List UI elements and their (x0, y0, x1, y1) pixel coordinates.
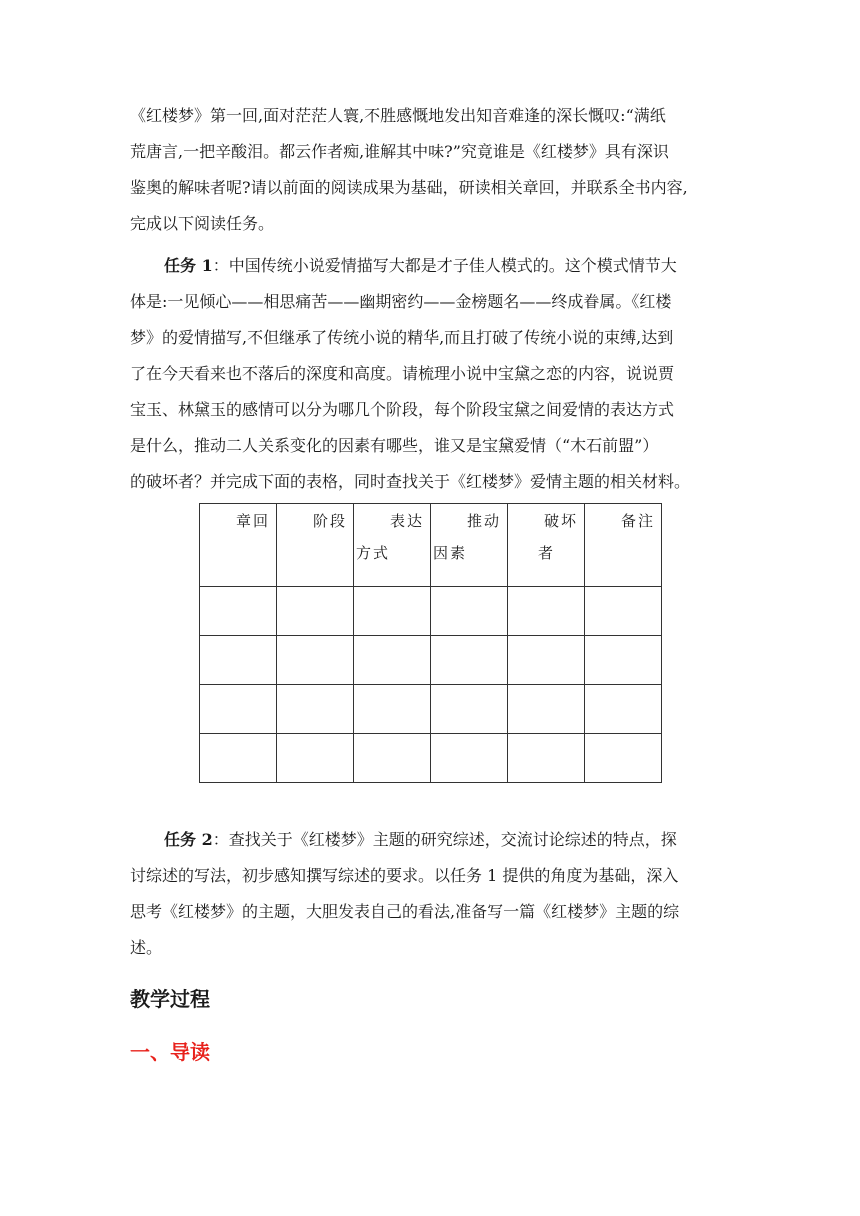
table-header-cell (354, 504, 431, 587)
task1-line: 了在今天看来也不落后的深度和高度。请梳理小说中宝黛之恋的内容，说说贾 (130, 364, 675, 383)
table-row (200, 734, 662, 783)
table-cell (200, 587, 277, 636)
header-label-line2: 因素 (433, 544, 468, 562)
intro-line: 荒唐言,一把辛酸泪。都云作者痴,谁解其中味?”究竟谁是《红楼梦》具有深识 (130, 142, 669, 161)
table-cell (200, 734, 277, 783)
task1-label: 任务 1 (164, 256, 213, 275)
header-label: 推动 (466, 512, 501, 530)
table-cell (508, 734, 585, 783)
task2-line: 思考《红楼梦》的主题，大胆发表自己的看法,准备写一篇《红楼梦》主题的综 (130, 902, 680, 921)
table-header-cell (508, 504, 585, 587)
table-cell (431, 636, 508, 685)
task2-first-line-text: ：查找关于《红楼梦》主题的研究综述，交流讨论综述的特点，探 (212, 830, 677, 849)
header-label-line2: 方式 (356, 544, 391, 562)
table-cell (585, 685, 662, 734)
table-cell (431, 685, 508, 734)
table-header-cell (585, 504, 662, 587)
table-cell (508, 685, 585, 734)
table-row (200, 685, 662, 734)
table-cell (508, 587, 585, 636)
header-label-line2: 者 (538, 544, 556, 562)
table-cell (277, 734, 354, 783)
task2-line: 讨综述的写法，初步感知撰写综述的要求。以任务 1 提供的角度为基础，深入 (130, 866, 679, 885)
table-cell (354, 734, 431, 783)
table-cell (508, 636, 585, 685)
table-cell (277, 587, 354, 636)
subsection-title: 一、导读 (130, 1040, 210, 1064)
table-cell (354, 685, 431, 734)
table-cell (585, 587, 662, 636)
reading-table (199, 503, 662, 783)
table-cell (585, 636, 662, 685)
table-row (200, 636, 662, 685)
table-cell (354, 636, 431, 685)
task1-line: 宝玉、林黛玉的感情可以分为哪几个阶段，每个阶段宝黛之间爱情的表达方式 (130, 400, 675, 419)
task2-line: 述。 (130, 938, 163, 957)
task1-line: 体是:一见倾心——相思痛苦——幽期密约——金榜题名——终成眷属。《红楼 (130, 292, 672, 311)
intro-line: 完成以下阅读任务。 (130, 214, 275, 233)
table-header-row (200, 504, 662, 587)
table-row (200, 587, 662, 636)
header-label: 破坏 (543, 512, 578, 530)
header-label: 章回 (235, 512, 270, 530)
header-label: 阶段 (312, 512, 347, 530)
task2-paragraph (130, 822, 740, 966)
header-label: 表达 (389, 512, 424, 530)
task1-first-line (130, 248, 740, 284)
table-header-cell (200, 504, 277, 587)
table-header-cell (431, 504, 508, 587)
table-cell (277, 636, 354, 685)
task1-line: 梦》的爱情描写,不但继承了传统小说的精华,而且打破了传统小说的束缚,达到 (130, 328, 674, 347)
intro-paragraph (130, 98, 740, 242)
table-cell (431, 587, 508, 636)
intro-line: 《红楼梦》第一回,面对茫茫人寰,不胜感慨地发出知音难逢的深长慨叹:“满纸 (130, 106, 666, 125)
table-cell (354, 587, 431, 636)
task1-paragraph (130, 248, 740, 500)
task2-first-line (130, 822, 740, 858)
table-cell (200, 685, 277, 734)
table-cell (200, 636, 277, 685)
table-cell (431, 734, 508, 783)
table-header-cell (277, 504, 354, 587)
table-cell (585, 734, 662, 783)
task1-first-line-text: ：中国传统小说爱情描写大都是才子佳人模式的。这个模式情节大 (212, 256, 677, 275)
task2-label: 任务 2 (164, 830, 213, 849)
header-label: 备注 (620, 512, 655, 530)
intro-line: 鉴奥的解味者呢?请以前面的阅读成果为基础，研读相关章回，并联系全书内容, (130, 178, 688, 197)
table-cell (277, 685, 354, 734)
section-title: 教学过程 (130, 987, 210, 1011)
task1-line: 是什么，推动二人关系变化的因素有哪些，谁又是宝黛爱情（“木石前盟”） (130, 436, 659, 455)
task1-line: 的破坏者？并完成下面的表格，同时查找关于《红楼梦》爱情主题的相关材料。 (130, 472, 691, 491)
